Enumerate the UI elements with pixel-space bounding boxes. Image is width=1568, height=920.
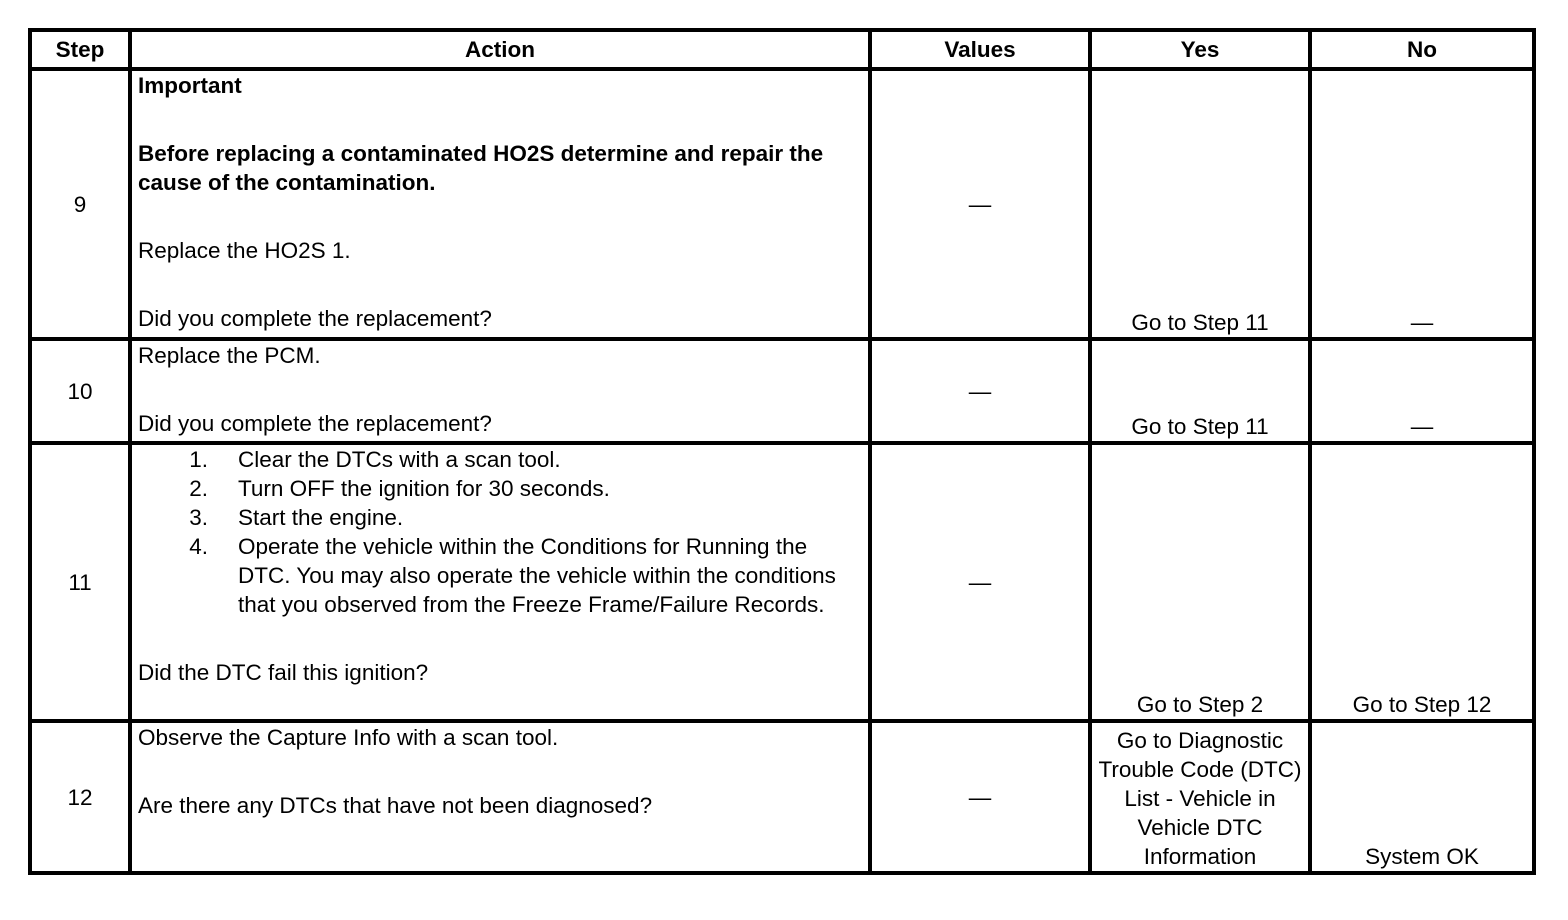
no-cell: — <box>1310 339 1534 443</box>
header-values: Values <box>870 30 1090 69</box>
action-cell <box>130 443 870 721</box>
step-number: 9 <box>30 69 130 339</box>
list-item <box>138 445 862 474</box>
important-text: Before replacing a contaminated HO2S determine and repair the cause of the contamination. <box>138 141 824 195</box>
header-row <box>30 30 1534 69</box>
procedure-list <box>138 445 862 619</box>
values-cell: — <box>870 443 1090 721</box>
list-item-text: Turn OFF the ignition for 30 seconds. <box>238 476 610 501</box>
step-number: 11 <box>30 443 130 721</box>
action-cell <box>130 721 870 873</box>
list-item <box>138 474 862 503</box>
yes-cell: Go to Step 11 <box>1090 339 1310 443</box>
values-cell: — <box>870 721 1090 873</box>
important-label: Important <box>138 73 242 98</box>
list-item <box>138 532 862 619</box>
list-item <box>138 503 862 532</box>
yes-cell: Go to Step 11 <box>1090 69 1310 339</box>
table-row <box>30 69 1534 339</box>
yes-cell: Go to Diagnostic Trouble Code (DTC) List - Vehicle in Vehicle DTC Information <box>1090 721 1310 873</box>
action-question: Did the DTC fail this ignition? <box>138 660 429 685</box>
action-question: Did you complete the replacement? <box>138 306 492 331</box>
values-cell: — <box>870 339 1090 443</box>
header-yes: Yes <box>1090 30 1310 69</box>
no-cell: — <box>1310 69 1534 339</box>
action-instruction: Replace the HO2S 1. <box>138 238 351 263</box>
step-number: 12 <box>30 721 130 873</box>
list-item-text: Operate the vehicle within the Conditions for Running the DTC. You may also operate the vehicle within the conditions that you observed from the Freeze Frame/Failure Records. <box>238 534 836 617</box>
table-row <box>30 443 1534 721</box>
list-item-number: 2. <box>189 476 208 501</box>
header-action: Action <box>130 30 870 69</box>
yes-cell: Go to Step 2 <box>1090 443 1310 721</box>
list-item-number: 1. <box>189 447 208 472</box>
action-cell <box>130 69 870 339</box>
list-item-text: Clear the DTCs with a scan tool. <box>238 447 561 472</box>
list-item-text: Start the engine. <box>238 505 404 530</box>
diagnostic-table <box>28 28 1536 875</box>
action-instruction: Replace the PCM. <box>138 343 321 368</box>
list-item-number: 3. <box>189 505 208 530</box>
step-number: 10 <box>30 339 130 443</box>
no-cell: Go to Step 12 <box>1310 443 1534 721</box>
no-cell: System OK <box>1310 721 1534 873</box>
table-row <box>30 339 1534 443</box>
list-item-number: 4. <box>189 534 208 559</box>
action-instruction: Observe the Capture Info with a scan tool. <box>138 725 559 750</box>
table-row <box>30 721 1534 873</box>
header-step: Step <box>30 30 130 69</box>
action-cell <box>130 339 870 443</box>
action-question: Are there any DTCs that have not been diagnosed? <box>138 793 653 818</box>
header-no: No <box>1310 30 1534 69</box>
values-cell: — <box>870 69 1090 339</box>
action-question: Did you complete the replacement? <box>138 411 492 436</box>
